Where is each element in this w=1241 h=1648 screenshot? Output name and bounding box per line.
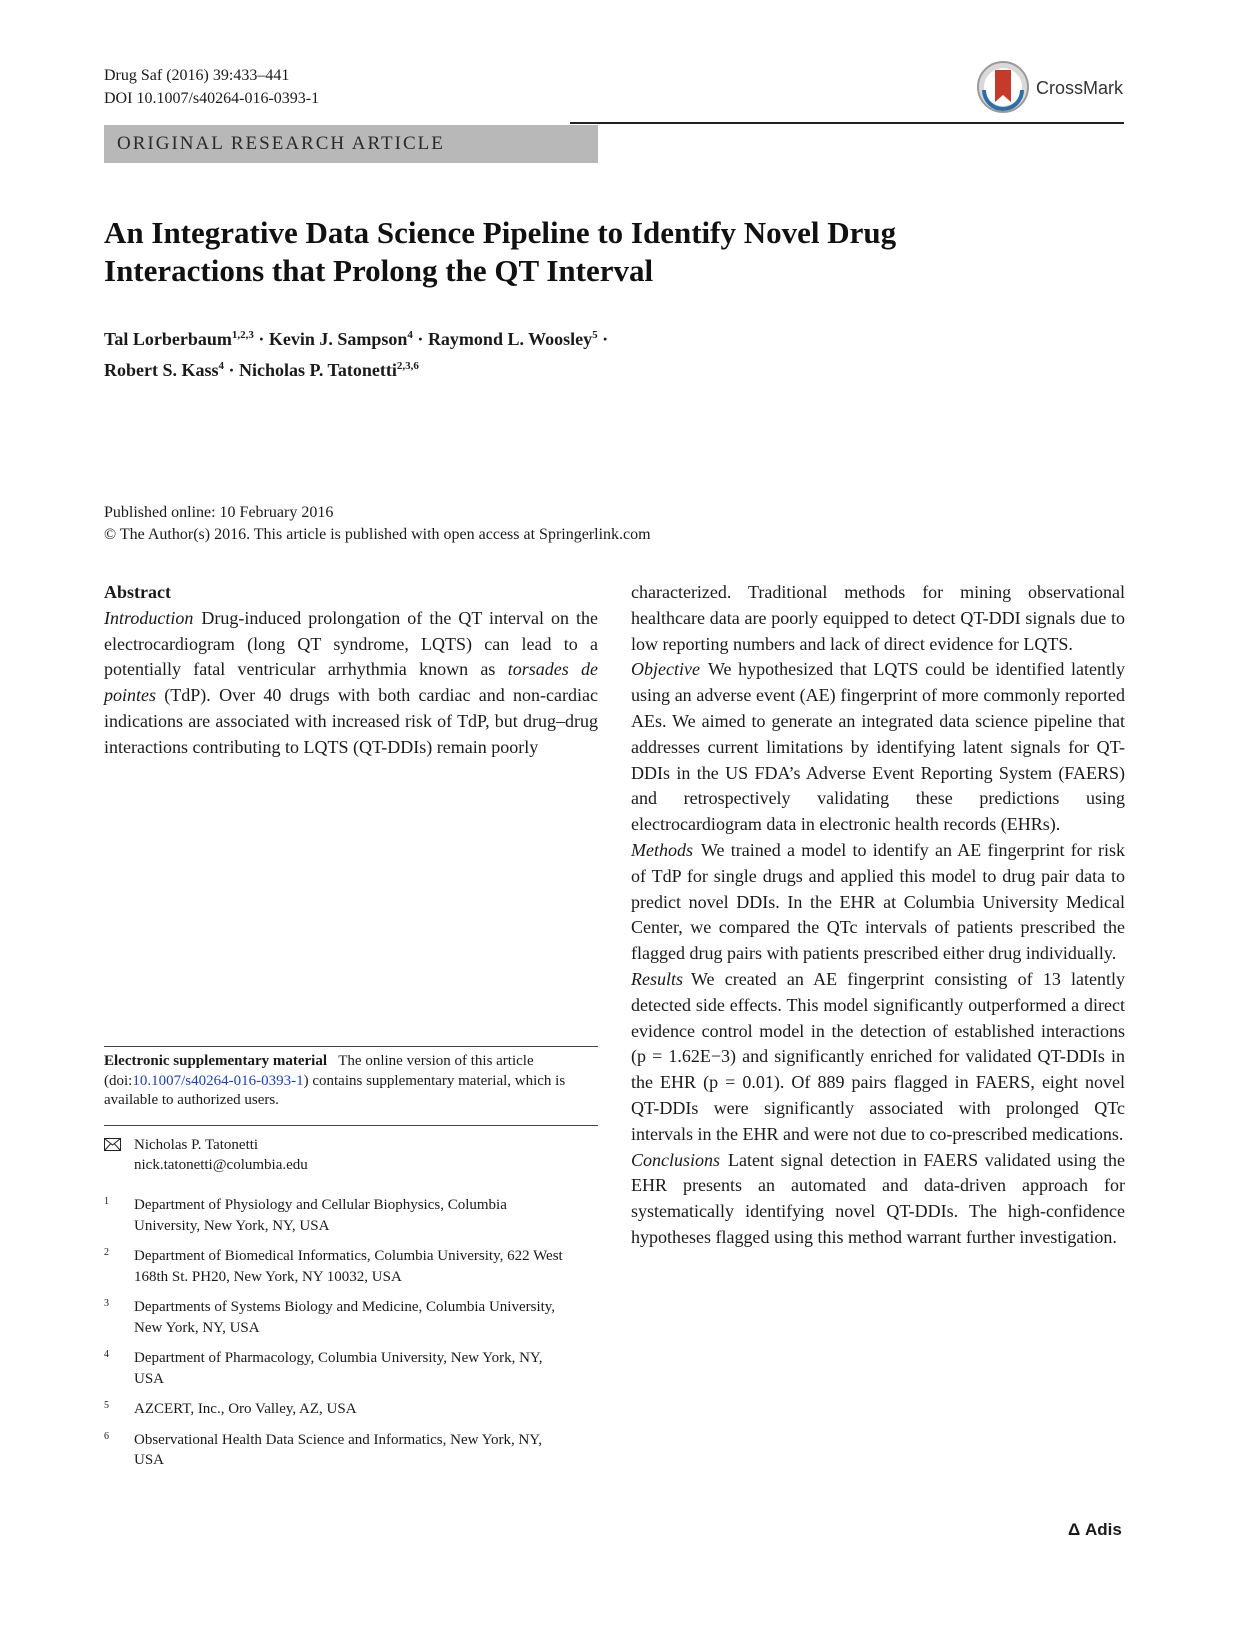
abstract-conclusions (631, 1148, 1125, 1251)
results-text: We created an AE fingerprint consisting of 13 latently detected side effects. This model significantly outperformed a direct evidence control model in the detection of established interactions (p = 1.62E−3) and significantly enriched for validated QT-DDIs in the EHR (p = 0.01). Of 889 pairs flagged in FAERS, eight novel QT-DDIs were significantly associated with prolonged QTc intervals in the EHR and were not due to co-prescribed medications. (631, 968, 1125, 1144)
affiliation-item (104, 1430, 598, 1471)
conclusions-text: Latent signal detection in FAERS validated using the EHR presents an automated and data-driven approach for systematically identifying novel QT-DDIs. The high-confidence hypotheses flagged using this method warrant further investigation. (631, 1149, 1125, 1247)
crossmark-icon (976, 60, 1032, 114)
abstract-column-right (631, 580, 1125, 1251)
section-label: Introduction (104, 607, 194, 628)
journal-citation (104, 64, 319, 110)
author-separator: · (597, 329, 609, 349)
abstract-introduction (104, 606, 598, 761)
affiliation-item (104, 1297, 598, 1338)
article-title (104, 214, 1104, 290)
affiliation-item (104, 1246, 598, 1287)
affiliation-number: 6 (104, 1430, 109, 1442)
affiliation-item (104, 1348, 598, 1389)
author-name[interactable]: Kevin J. Sampson (268, 329, 408, 349)
abstract-column-left (104, 580, 598, 761)
author-affil: 5 (592, 329, 598, 341)
abstract-methods (631, 838, 1125, 967)
abstract-results (631, 967, 1125, 1148)
esm-text: ) contains supplementary material, which is available to authorized users. (104, 1072, 566, 1108)
crossmark-badge[interactable] (976, 60, 1126, 114)
author-separator: · (253, 329, 269, 349)
copyright-notice: © The Author(s) 2016. This article is published with open access at Springerlink.com (104, 526, 651, 543)
author-affil: 4 (218, 360, 225, 372)
intro-italic: torsades de pointes (104, 659, 598, 706)
article-type-banner (104, 125, 598, 163)
corresponding-author: Nicholas P. Tatonetti (134, 1137, 259, 1153)
section-label: Results (631, 968, 683, 989)
section-label: Methods (631, 839, 693, 860)
affiliation-text: Departments of Systems Biology and Medicine, Columbia University, New York, NY, USA (134, 1299, 556, 1336)
header-rule (570, 122, 1124, 124)
author-affil: 2,3,6 (396, 360, 419, 372)
section-label: Objective (631, 659, 700, 680)
doi-line: DOI 10.1007/s40264-016-0393-1 (104, 90, 320, 107)
affiliation-text: Observational Health Data Science and Informatics, New York, NY, USA (134, 1431, 542, 1468)
affiliation-list (104, 1195, 598, 1481)
journal-line: Drug Saf (2016) 39:433–441 (104, 67, 290, 84)
section-label: Conclusions (631, 1149, 721, 1170)
affiliation-number: 5 (104, 1400, 109, 1411)
intro-text: (TdP). Over 40 drugs with both cardiac and non-cardiac indications are associated with increased risk of TdP, but drug–drug interactions contributing to LQTS (QT-DDIs) remain poorly (104, 685, 598, 757)
author-name[interactable]: Raymond L. Woosley (427, 329, 593, 349)
title-line: An Integrative Data Science Pipeline to Identify Novel Drug (104, 215, 897, 250)
footnote-rule (104, 1046, 598, 1047)
author-name[interactable]: Tal Lorberbaum (104, 329, 232, 349)
affiliation-number: 4 (104, 1349, 109, 1360)
publisher-logo (1068, 1520, 1122, 1540)
intro-text: Drug-induced prolongation of the QT interval on the electrocardiogram (long QT syndrome, LQTS) can lead to a potentially fatal ventricular arrhythmia known as (104, 607, 598, 680)
affiliation-item (104, 1195, 598, 1236)
affiliation-text: Department of Pharmacology, Columbia University, New York, NY, USA (134, 1350, 543, 1387)
correspondence (104, 1135, 598, 1175)
abstract-objective (631, 657, 1125, 838)
affiliation-number: 1 (104, 1196, 109, 1207)
author-name[interactable]: Nicholas P. Tatonetti (239, 360, 397, 380)
author-list (104, 322, 824, 384)
author-affil: 4 (407, 329, 413, 341)
crossmark-label: CrossMark (1036, 78, 1124, 98)
author-separator: · (224, 360, 240, 380)
envelope-icon (104, 1138, 121, 1151)
author-separator: · (412, 329, 428, 349)
published-date: Published online: 10 February 2016 (104, 504, 334, 521)
author-affil: 1,2,3 (231, 329, 254, 341)
esm-text: The online version of this article (doi: (104, 1053, 534, 1089)
affiliation-text: AZCERT, Inc., Oro Valley, AZ, USA (134, 1401, 357, 1417)
article-type-label: ORIGINAL RESEARCH ARTICLE (117, 133, 445, 154)
objective-text: We hypothesized that LQTS could be identified latently using an adverse event (AE) fingerprint of more commonly reported AEs. We aimed to generate an integrated data science pipeline that addresses current limitations by identifying latent signals for QT-DDIs in the US FDA’s Adverse Event Reporting System (FAERS) and retrospectively validating these predictions using electrocardiogram data in electronic health records (EHRs). (631, 659, 1125, 835)
affiliation-number: 3 (104, 1298, 109, 1309)
footnote-rule (104, 1125, 598, 1126)
supplementary-note (104, 1052, 598, 1111)
author-name[interactable]: Robert S. Kass (104, 360, 219, 380)
publication-info (104, 502, 651, 546)
affiliation-text: Department of Physiology and Cellular Biophysics, Columbia University, New York, NY, USA (134, 1197, 507, 1234)
esm-label: Electronic supplementary material (104, 1053, 328, 1069)
abstract-heading: Abstract (104, 582, 171, 602)
intro-continuation: characterized. Traditional methods for mining observational healthcare data are poorly equipped to detect QT-DDI signals due to low reporting numbers and lack of direct evidence for LQTS. (631, 582, 1125, 654)
methods-text: We trained a model to identify an AE fingerprint for risk of TdP for single drugs and applied this model to drug pair data to predict novel DDIs. In the EHR at Columbia University Medical Center, we compared the QTc intervals of patients prescribed the flagged drug pairs with patients prescribed either drug individually. (631, 839, 1125, 964)
adis-triangle-icon: Δ (1068, 1520, 1081, 1539)
title-line: Interactions that Prolong the QT Interval (104, 253, 654, 288)
affiliation-item (104, 1399, 598, 1420)
email-link[interactable]: nick.tatonetti@columbia.edu (134, 1157, 308, 1173)
doi-link[interactable]: 10.1007/s40264-016-0393-1 (132, 1072, 304, 1089)
affiliation-number: 2 (104, 1247, 109, 1258)
affiliation-text: Department of Biomedical Informatics, Columbia University, 622 West 168th St. PH20, New York, NY 10032, USA (134, 1248, 563, 1285)
publisher-name: Adis (1084, 1520, 1122, 1539)
